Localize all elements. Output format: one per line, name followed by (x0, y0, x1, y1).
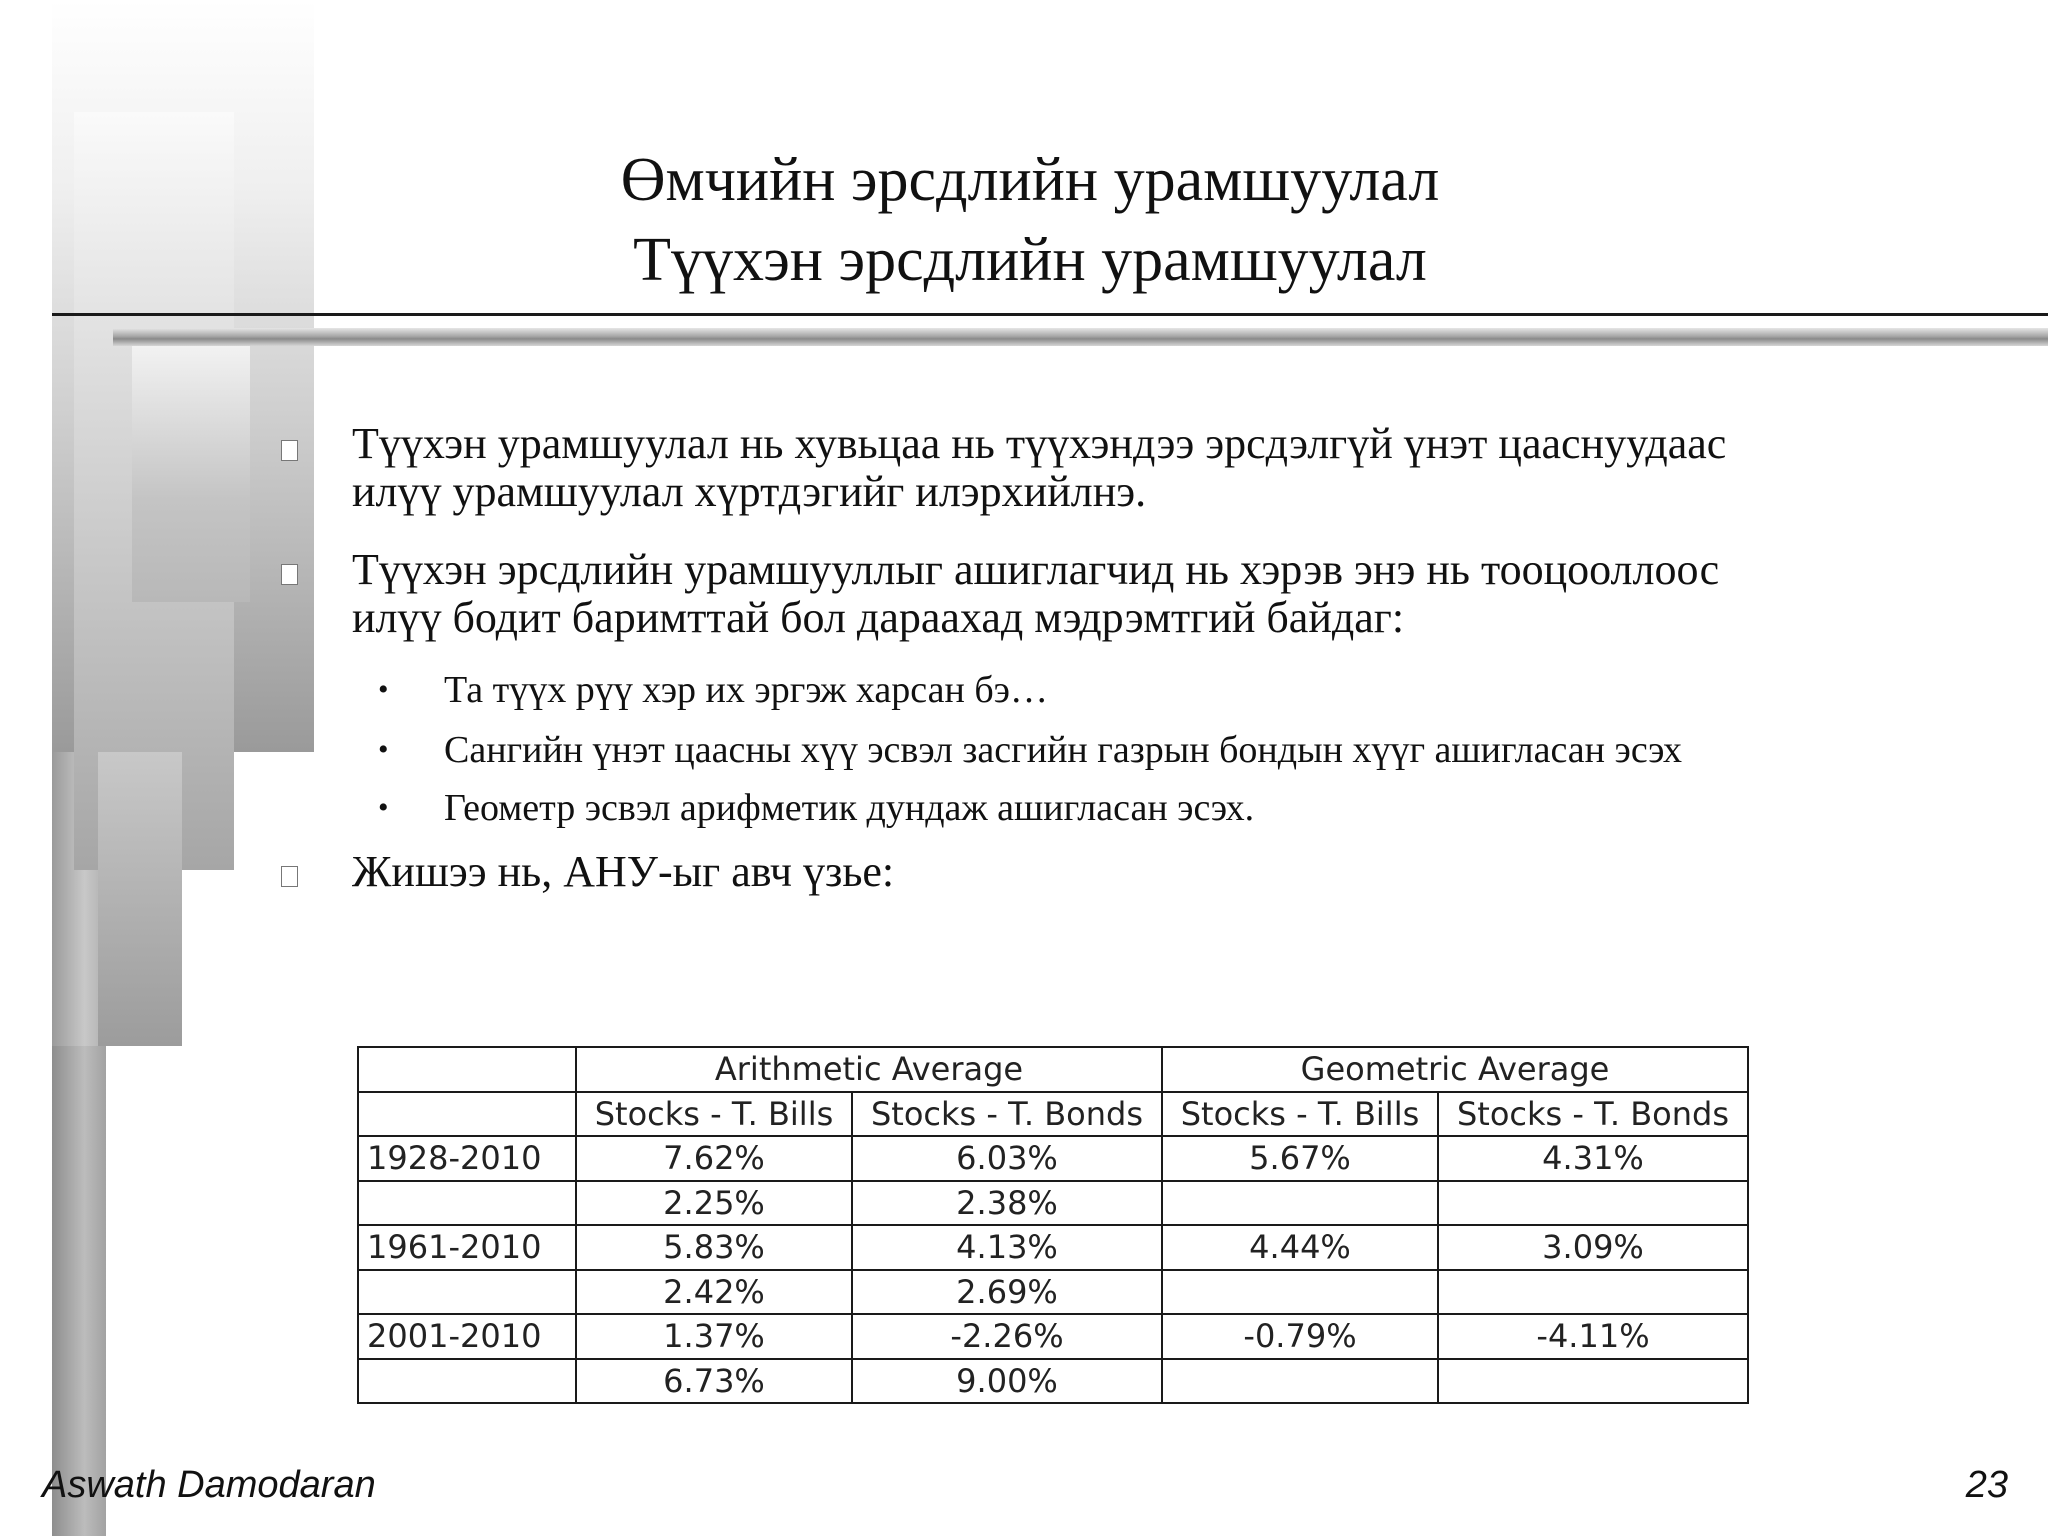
decorative-panel-lower (98, 752, 182, 1046)
bullet-text-line: Түүхэн урамшуулал нь хувьцаа нь түүхэндээ эрсдэлгүй үнэт цааснуудаас (352, 419, 1727, 468)
table-cell (1162, 1359, 1438, 1404)
table-cell: 2.42% (576, 1270, 852, 1315)
table-corner-cell (358, 1047, 576, 1092)
bullet-text (352, 420, 1992, 516)
table-cell: 7.62% (576, 1136, 852, 1181)
table-cell: 2.38% (852, 1181, 1162, 1226)
bullet-box-icon (281, 564, 298, 585)
group-header-geometric: Geometric Average (1162, 1047, 1748, 1092)
table-cell: 2.25% (576, 1181, 852, 1226)
table-cell: 9.00% (852, 1359, 1162, 1404)
bullet-box-icon (281, 440, 298, 461)
bullet-text-line: илүү бодит баримттай бол дараахад мэдрэмтгий байдаг: (352, 593, 1405, 642)
column-header: Stocks - T. Bonds (1438, 1092, 1748, 1137)
table-row (358, 1136, 1748, 1181)
group-header-arithmetic: Arithmetic Average (576, 1047, 1162, 1092)
table-row (358, 1225, 1748, 1270)
table-cell: 5.83% (576, 1225, 852, 1270)
footer-author: Aswath Damodaran (42, 1464, 376, 1506)
table-row (358, 1181, 1748, 1226)
period-cell (358, 1270, 576, 1315)
table-cell: 3.09% (1438, 1225, 1748, 1270)
table-cell (1162, 1181, 1438, 1226)
title-divider-thick (113, 328, 2048, 346)
slide-title-line1: Өмчийн эрсдлийн урамшуулал (620, 146, 1440, 214)
table-corner-cell (358, 1092, 576, 1137)
table-cell: 4.13% (852, 1225, 1162, 1270)
period-cell: 2001-2010 (358, 1314, 576, 1359)
table-cell: 1.37% (576, 1314, 852, 1359)
period-cell: 1961-2010 (358, 1225, 576, 1270)
sub-bullet-dot: • (378, 733, 389, 766)
table-cell (1162, 1270, 1438, 1315)
period-cell (358, 1359, 576, 1404)
bullet-text-line: илүү урамшуулал хүртдэгийг илэрхийлнэ. (352, 467, 1147, 516)
table-cell: 6.03% (852, 1136, 1162, 1181)
table-group-header-row (358, 1047, 1748, 1092)
period-cell: 1928-2010 (358, 1136, 576, 1181)
sub-bullet-text: Та түүх рүү хэр их эргэж харсан бэ… (444, 669, 1048, 711)
sub-bullet-text: Геометр эсвэл арифметик дундаж ашигласан эсэх. (444, 787, 1255, 829)
table-cell: 4.44% (1162, 1225, 1438, 1270)
sub-bullet-dot: • (378, 673, 389, 706)
table-row (358, 1359, 1748, 1404)
period-cell (358, 1181, 576, 1226)
bullet-text-line: Жишээ нь, АНУ-ыг авч үзье: (352, 847, 895, 896)
footer-page-number: 23 (1965, 1464, 2008, 1506)
bullet-text-line: Түүхэн эрсдлийн урамшууллыг ашиглагчид нь хэрэв энэ нь тооцооллоос (352, 545, 1720, 594)
bullet-text (352, 546, 1992, 642)
table-cell (1438, 1359, 1748, 1404)
risk-premium-table (357, 1046, 1749, 1404)
decorative-panel-strip (52, 1046, 106, 1536)
sub-bullet-dot: • (378, 791, 389, 824)
table-cell: -4.11% (1438, 1314, 1748, 1359)
bullet-box-icon (281, 866, 298, 887)
bullet-text (352, 848, 1992, 896)
table-cell (1438, 1270, 1748, 1315)
table-cell: -2.26% (852, 1314, 1162, 1359)
column-header: Stocks - T. Bills (1162, 1092, 1438, 1137)
table-cell: 6.73% (576, 1359, 852, 1404)
table-row (358, 1270, 1748, 1315)
table-row (358, 1314, 1748, 1359)
sub-bullet-text: Сангийн үнэт цаасны хүү эсвэл засгийн газрын бондын хүүг ашигласан эсэх (444, 729, 1682, 771)
table-cell: 2.69% (852, 1270, 1162, 1315)
table-cell: 4.31% (1438, 1136, 1748, 1181)
title-divider-thin (52, 313, 2048, 316)
table-cell: -0.79% (1162, 1314, 1438, 1359)
table-cell (1438, 1181, 1748, 1226)
column-header: Stocks - T. Bonds (852, 1092, 1162, 1137)
column-header: Stocks - T. Bills (576, 1092, 852, 1137)
slide-subtitle-line2: Түүхэн эрсдлийн урамшуулал (633, 226, 1427, 294)
table-cell: 5.67% (1162, 1136, 1438, 1181)
table-column-header-row (358, 1092, 1748, 1137)
decorative-panel-inner (132, 346, 250, 602)
